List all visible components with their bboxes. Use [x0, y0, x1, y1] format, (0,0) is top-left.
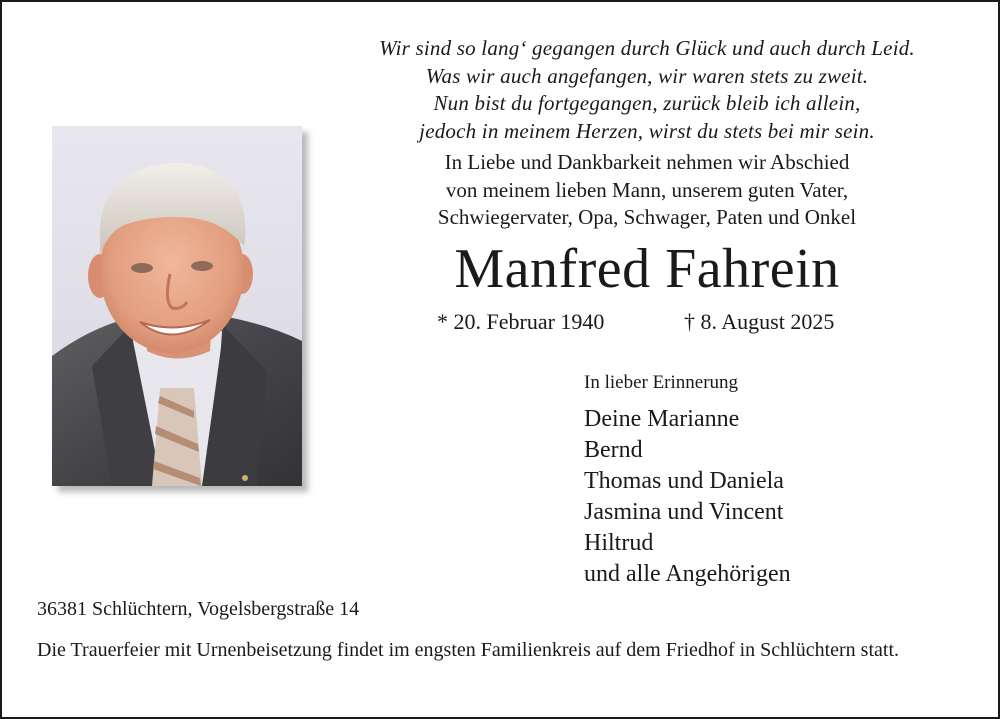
mourner-name: Jasmina und Vincent	[584, 499, 784, 525]
mourners-list	[584, 404, 791, 590]
family-address: 36381 Schlüchtern, Vogelsbergstraße 14	[37, 598, 360, 620]
intro-line: von meinem lieben Mann, unserem guten Vater,	[445, 177, 849, 202]
memorial-poem	[332, 35, 962, 145]
deceased-name: Manfred Fahrein	[454, 238, 840, 300]
mourner-name: Deine Marianne	[584, 406, 740, 432]
farewell-intro	[362, 149, 932, 232]
mourner-name: und alle Angehörigen	[584, 561, 791, 587]
poem-line: Nun bist du fortgegangen, zurück bleib ich allein,	[433, 91, 861, 115]
funeral-notice: Die Trauerfeier mit Urnenbeisetzung findet im engsten Familienkreis auf dem Friedhof in Schlüchtern statt.	[37, 639, 900, 661]
intro-line: In Liebe und Dankbarkeit nehmen wir Abschied	[444, 150, 850, 174]
memory-label: In lieber Erinnerung	[584, 372, 739, 393]
mourner-name: Bernd	[584, 437, 643, 463]
poem-line: Was wir auch angefangen, wir waren stets zu zweit.	[425, 63, 869, 88]
birth-date: * 20. Februar 1940	[437, 309, 605, 334]
death-date: † 8. August 2025	[684, 309, 835, 334]
intro-line: Schwiegervater, Opa, Schwager, Paten und Onkel	[437, 205, 857, 229]
mourner-name: Thomas und Daniela	[584, 468, 784, 494]
poem-line: Wir sind so lang‘ gegangen durch Glück und auch durch Leid.	[379, 36, 915, 60]
poem-line: jedoch in meinem Herzen, wirst du stets bei mir sein.	[419, 118, 875, 143]
portrait-photo	[52, 126, 302, 486]
mourner-name: Hiltrud	[584, 530, 654, 556]
